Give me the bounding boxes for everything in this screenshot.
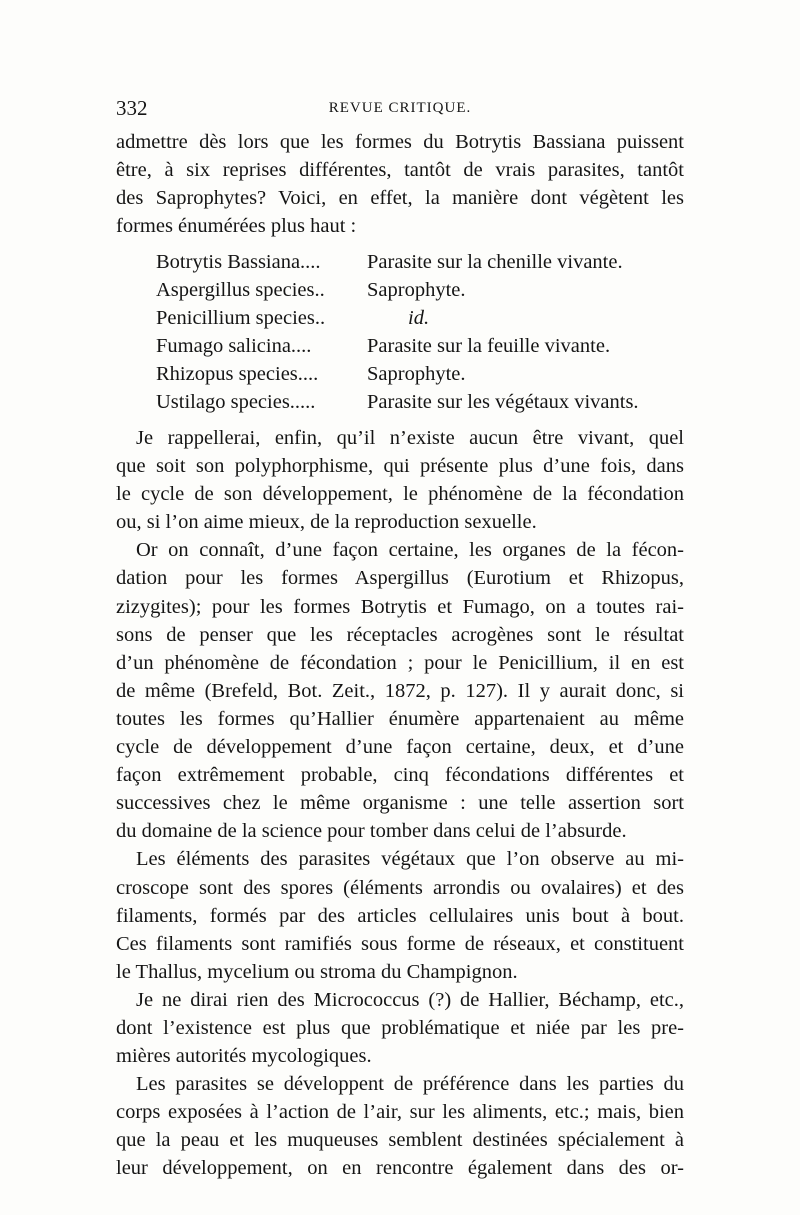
genus-cell: Fumago salicina.... [156,335,312,358]
text-line: être, à six reprises différentes, tantôt de vrais parasites, tantôt [116,159,684,182]
text-line: croscope sont des spores (éléments arrondis ou ovalaires) et des [116,876,684,899]
text-line: Je ne dirai rien des Micrococcus (?) de Hallier, Béchamp, etc., [136,988,684,1011]
page-number: 332 [116,96,148,120]
table-row [156,391,676,419]
page-header [116,96,684,124]
text-line: toutes les formes qu’Hallier énumère appartenaient au même [116,707,684,730]
genus-cell: Botrytis Bassiana.... [156,251,321,273]
genus-cell: Penicillium species.. [156,307,326,330]
text-line: successives chez le même organisme : une telle assertion sort [116,792,684,815]
text-line: filaments, formés par des articles cellulaires unis bout à bout. [116,904,684,927]
running-title: REVUE CRITIQUE. [328,100,472,116]
table-row [156,335,676,363]
text-line: Or on connaît, d’une façon certaine, les organes de la fécon- [136,539,684,562]
text-line: que soit son polyphorphisme, qui présente plus d’une fois, dans [116,455,684,478]
text-line: dont l’existence est plus que problématique et niée par les pre- [116,1016,684,1039]
note-cell: Parasite sur la chenille vivante. [367,251,623,273]
text-line: de même (Brefeld, Bot. Zeit., 1872, p. 127). Il y aurait donc, si [116,679,684,702]
text-line: le Thallus, mycelium ou stroma du Champignon. [116,960,518,983]
note-cell: Parasite sur la feuille vivante. [367,335,611,358]
text-line: sons de penser que les réceptacles acrogènes sont le résultat [116,623,684,646]
text-line: ou, si l’on aime mieux, de la reproduction sexuelle. [116,511,537,534]
text-line: Je rappellerai, enfin, qu’il n’existe aucun être vivant, quel [136,427,684,449]
genus-cell: Ustilago species..... [156,391,316,414]
intro-paragraph [116,128,684,240]
table-row [156,279,676,307]
text-line: des Saprophytes? Voici, en effet, la manière dont végètent les [116,187,684,210]
text-line: zizygites); pour les formes Botrytis et Fumago, on a toutes rai- [116,595,684,618]
text-line: cycle de développement d’une façon certaine, deux, et d’une [116,736,684,759]
genus-cell: Rhizopus species.... [156,363,319,386]
text-line: le cycle de son développement, le phénomène de la fécondation [116,483,684,506]
note-cell: Parasite sur les végétaux vivants. [367,391,639,414]
text-line: du domaine de la science pour tomber dans celui de l’absurde. [116,820,627,843]
genus-cell: Aspergillus species.. [156,279,325,302]
text-line: formes énumérées plus haut : [116,215,357,238]
table-row [156,363,676,391]
note-cell: id. [408,307,430,330]
text-line: mières autorités mycologiques. [116,1045,372,1068]
text-line: Les éléments des parasites végétaux que l’on observe au mi- [136,848,684,871]
text-line: admettre dès lors que les formes du Botrytis Bassiana puissent [116,131,684,153]
text-line: leur développement, on en rencontre également dans des or- [116,1157,684,1180]
text-line: que la peau et les muqueuses semblent destinées spécialement à [116,1129,684,1152]
text-line: façon extrêmement probable, cinq fécondations différentes et [116,764,684,787]
text-line: corps exposées à l’action de l’air, sur les aliments, etc.; mais, bien [116,1101,684,1124]
note-cell: Saprophyte. [367,363,466,386]
text-line: dation pour les formes Aspergillus (Eurotium et Rhizopus, [116,567,684,590]
main-text [116,424,684,1183]
fungi-table [156,251,676,420]
text-line: Ces filaments sont ramifiés sous forme de réseaux, et constituent [116,932,684,955]
text-line: Les parasites se développent de préférence dans les parties du [136,1073,684,1096]
table-row [156,307,676,335]
table-row [156,251,676,279]
note-cell: Saprophyte. [367,279,466,302]
text-line: d’un phénomène de fécondation ; pour le Penicillium, il en est [116,651,684,674]
